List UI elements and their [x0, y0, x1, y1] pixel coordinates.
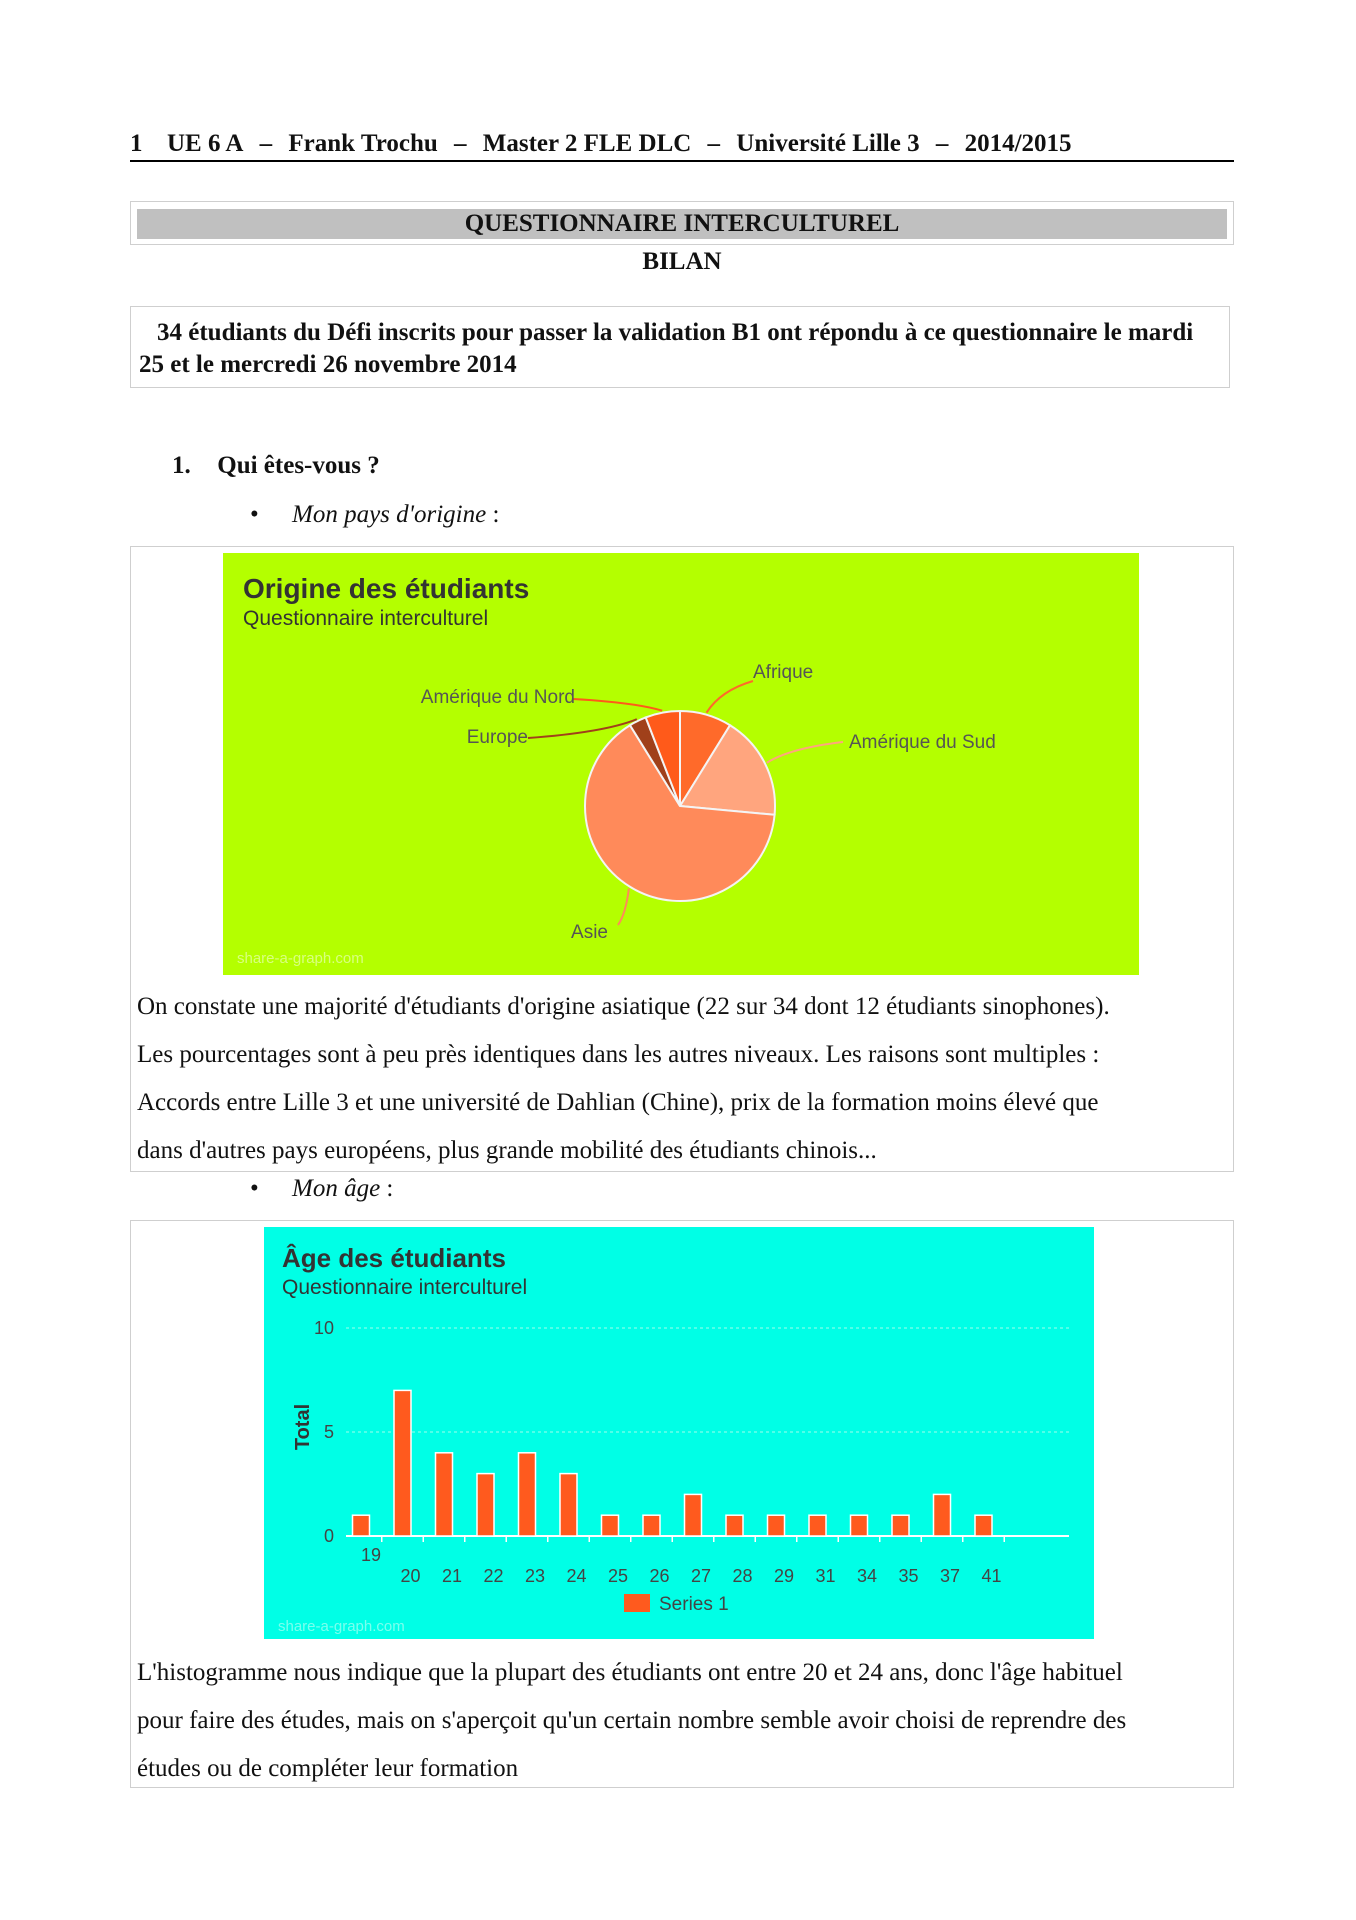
text-line: Accords entre Lille 3 et une université de Dahlian (Chine), prix de la formation moins élevé que [137, 1089, 1099, 1116]
bullet-age [250, 1175, 650, 1207]
x-tick-label: 37 [939, 1566, 961, 1586]
legend-label: Series 1 [659, 1594, 729, 1615]
label-suffix: : [486, 501, 500, 528]
separator: – [454, 130, 467, 157]
bar [560, 1474, 577, 1536]
y-tick-label: 5 [323, 1422, 334, 1442]
x-tick-label: 34 [856, 1566, 878, 1586]
x-tick-label: 19 [360, 1545, 382, 1565]
academic-year: 2014/2015 [964, 130, 1072, 157]
text-line: études ou de compléter leur formation [137, 1755, 519, 1782]
bar [934, 1494, 951, 1536]
bar [726, 1515, 743, 1536]
y-tick-label: 0 [323, 1526, 334, 1546]
document-title: QUESTIONNAIRE INTERCULTUREL [137, 209, 1227, 239]
title-box [130, 201, 1234, 245]
slice-label: Amérique du Sud [849, 732, 996, 753]
separator: – [259, 130, 273, 157]
origin-panel [130, 546, 1234, 1172]
slice-label: Asie [571, 922, 608, 943]
bar [809, 1515, 826, 1536]
chart-title: Âge des étudiants [282, 1243, 506, 1273]
x-tick-label: 22 [483, 1566, 504, 1586]
bar [436, 1453, 453, 1536]
program-name: Master 2 FLE DLC [482, 130, 692, 157]
text-line: pour faire des études, mais on s'aperçoit qu'un certain nombre semble avoir choisi de reprendre des [137, 1707, 1127, 1734]
separator: – [707, 130, 721, 157]
bar [394, 1390, 411, 1536]
x-tick-label: 27 [690, 1566, 712, 1586]
section-heading [172, 452, 380, 480]
document-subtitle: BILAN [642, 248, 722, 275]
x-tick-label: 21 [441, 1566, 463, 1586]
page-number: 1 [130, 130, 143, 157]
intro-text: 34 étudiants du Défi inscrits pour passer la validation B1 ont répondu à ce questionnaire le mardi 25 et le mercredi 26 novembre 2014 [139, 319, 1194, 378]
section-title: Qui êtes-vous ? [217, 452, 380, 479]
bar [768, 1515, 785, 1536]
separator: – [935, 130, 949, 157]
bar [602, 1515, 619, 1536]
x-tick-label: 31 [815, 1566, 836, 1586]
bar [851, 1515, 868, 1536]
x-tick-label: 23 [524, 1566, 546, 1586]
bullet-icon: • [250, 501, 259, 528]
bar [519, 1453, 536, 1536]
age-bar-chart [264, 1227, 1094, 1639]
course-code: UE 6 A [167, 130, 244, 157]
slice-label: Amérique du Nord [420, 687, 575, 708]
x-tick-label: 29 [773, 1566, 795, 1586]
y-axis-label: Total [292, 1403, 314, 1451]
origin-pie-chart [223, 553, 1139, 975]
chart-subtitle: Questionnaire interculturel [282, 1276, 528, 1299]
slice-label: Afrique [753, 662, 814, 683]
x-tick-label: 35 [898, 1566, 919, 1586]
chart-watermark: share-a-graph.com [278, 1618, 405, 1635]
bar [643, 1515, 660, 1536]
x-tick-label: 24 [566, 1566, 587, 1586]
bar [477, 1474, 494, 1536]
chart-subtitle: Questionnaire interculturel [243, 607, 489, 630]
y-tick-label: 10 [313, 1318, 334, 1338]
slice-label: Europe [466, 727, 528, 748]
text-line: Les pourcentages sont à peu près identiques dans les autres niveaux. Les raisons sont multiples : [137, 1041, 1100, 1068]
age-commentary [137, 1649, 1237, 1793]
bar [353, 1515, 370, 1536]
x-tick-label: 26 [649, 1566, 670, 1586]
chart-watermark: share-a-graph.com [237, 950, 364, 967]
text-line: dans d'autres pays européens, plus grande mobilité des étudiants chinois... [137, 1137, 877, 1164]
section-number: 1. [172, 452, 191, 479]
university-name: Université Lille 3 [736, 130, 920, 157]
text-line: L'histogramme nous indique que la plupart des étudiants ont entre 20 et 24 ans, donc l'âge habituel [137, 1659, 1123, 1686]
intro-box [130, 306, 1230, 388]
x-tick-label: 20 [400, 1566, 421, 1586]
author-name: Frank Trochu [288, 130, 438, 157]
bar [975, 1515, 992, 1536]
chart-title: Origine des étudiants [243, 573, 530, 604]
page-header [130, 130, 1234, 162]
text-line: On constate une majorité d'étudiants d'origine asiatique (22 sur 34 dont 12 étudiants sinophones). [137, 993, 1110, 1020]
bullet-age-label: Mon âge [292, 1175, 381, 1202]
age-panel [130, 1220, 1234, 1788]
bar [892, 1515, 909, 1536]
x-tick-label: 41 [981, 1566, 1002, 1586]
label-suffix: : [380, 1175, 394, 1202]
bullet-icon: • [250, 1175, 259, 1202]
origin-commentary [137, 983, 1237, 1175]
x-tick-label: 28 [732, 1566, 753, 1586]
x-tick-label: 25 [607, 1566, 629, 1586]
legend-swatch [624, 1594, 650, 1612]
bullet-origin [250, 501, 650, 533]
bar [685, 1494, 702, 1536]
bullet-origin-label: Mon pays d'origine [292, 501, 487, 528]
